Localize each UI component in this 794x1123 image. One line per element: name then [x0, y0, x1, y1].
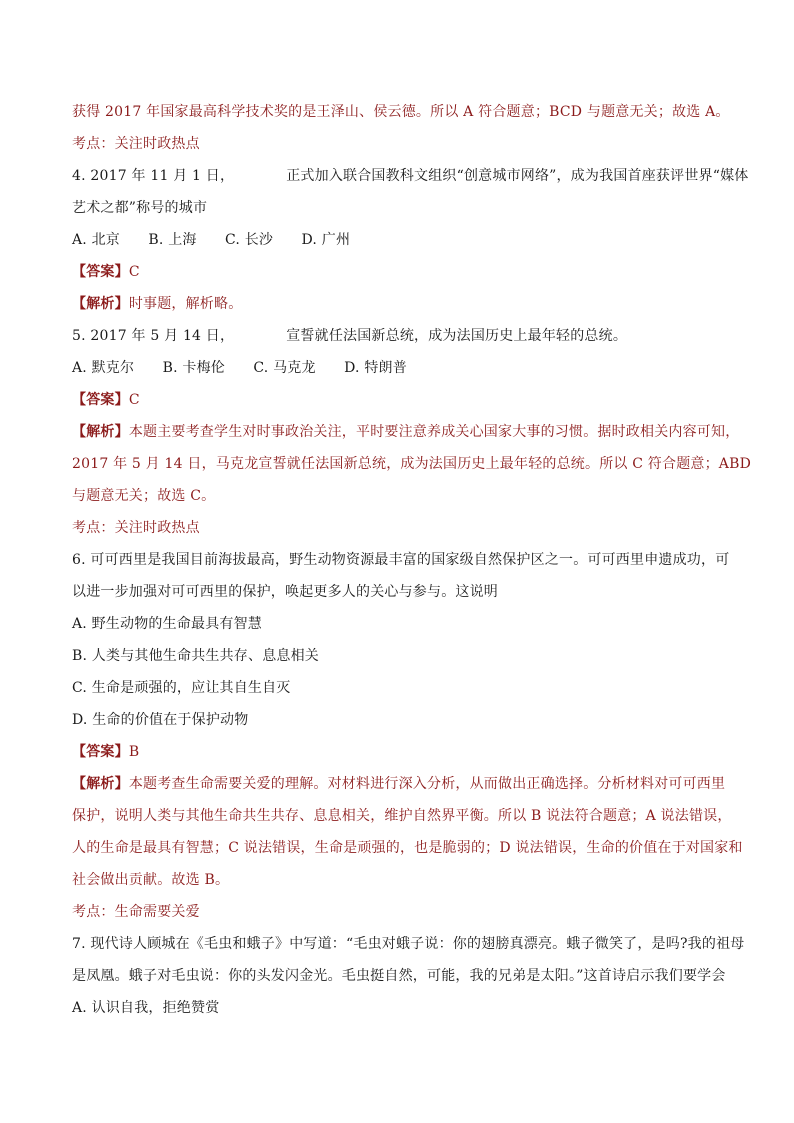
analysis-continuation: 人的生命是最具有智慧；C 说法错误，生命是顽强的，也是脆弱的；D 说法错误，生命的价值在于对国家和 — [72, 840, 743, 856]
question-suffix: 正式加入联合国教科文组织“创意城市网络”，成为我国首座获评世界“媒体 — [286, 168, 749, 184]
question-7-line-2: 是凤凰。蛾子对毛虫说：你的头发闪金光。毛虫挺自然，可能，我的兄弟是太阳。”这首诗启示我们要学会 — [72, 968, 726, 984]
question-6-option-c: C. 生命是顽强的，应让其自生自灭 — [72, 680, 291, 696]
answer-line — [72, 742, 139, 762]
analysis-continuation: 社会做出贡献。故选 B。 — [72, 872, 230, 888]
question-6-line-2: 以进一步加强对可可西里的保护，唤起更多人的关心与参与。这说明 — [72, 584, 498, 600]
question-prefix: 4. 2017 年 11 月 1 日， — [72, 168, 235, 184]
analysis-text: 本题主要考查学生对时事政治关注，平时要注意养成关心国家大事的习惯。据时政相关内容可知， — [128, 424, 740, 440]
answer-label: 【答案】 — [72, 264, 129, 280]
answer-line — [72, 262, 140, 282]
question-4-line-1 — [72, 166, 749, 186]
answer-label: 【答案】 — [72, 392, 129, 408]
question-6-line-1: 6. 可可西里是我国目前海拔最高，野生动物资源最丰富的国家级自然保护区之一。可可西里申遗成功，可 — [72, 552, 730, 568]
question-5-options: A. 默克尔 B. 卡梅伦 C. 马克龙 D. 特朗普 — [72, 360, 407, 376]
question-6-option-d: D. 生命的价值在于保护动物 — [72, 712, 249, 728]
question-suffix: 宣誓就任法国新总统，成为法国历史上最年轻的总统。 — [286, 328, 628, 344]
question-4-options: A. 北京 B. 上海 C. 长沙 D. 广州 — [72, 232, 351, 248]
kaodian-line: 考点：生命需要关爱 — [72, 904, 200, 920]
question-7-option-a: A. 认识自我，拒绝赞赏 — [72, 1000, 220, 1016]
analysis-label: 【解析】 — [72, 296, 129, 312]
question-5-line-1 — [72, 326, 627, 346]
analysis-label: 【解析】 — [72, 424, 129, 440]
analysis-line — [72, 774, 725, 794]
analysis-line — [72, 294, 242, 314]
kaodian-line: 考点：关注时政热点 — [72, 136, 200, 152]
question-4-line-2: 艺术之都”称号的城市 — [72, 200, 208, 216]
answer-value: B — [128, 744, 140, 760]
analysis-label: 【解析】 — [72, 776, 129, 792]
answer-value: C — [128, 264, 140, 280]
answer-line — [72, 390, 140, 410]
analysis-continuation: 保护，说明人类与其他生命共生共存、息息相关，维护自然界平衡。所以 B 说法符合题意；A 说法错误， — [72, 808, 732, 824]
answer-label: 【答案】 — [72, 744, 129, 760]
analysis-text: 本题考查生命需要关爱的理解。对材料进行深入分析，从而做出正确选择。分析材料对可可西里 — [128, 776, 726, 792]
question-7-line-1: 7. 现代诗人顾城在《毛虫和蛾子》中写道：“毛虫对蛾子说：你的翅膀真漂亮。蛾子微笑了，是吗?我的祖母 — [72, 936, 745, 952]
question-6-option-a: A. 野生动物的生命最具有智慧 — [72, 616, 263, 632]
question-6-option-b: B. 人类与其他生命共生共存、息息相关 — [72, 648, 319, 664]
explanation-line: 获得 2017 年国家最高科学技术奖的是王泽山、侯云德。所以 A 符合题意；BCD 与题意无关；故选 A。 — [72, 104, 730, 120]
question-prefix: 5. 2017 年 5 月 14 日， — [72, 328, 235, 344]
kaodian-line: 考点：关注时政热点 — [72, 520, 200, 536]
answer-value: C — [128, 392, 140, 408]
analysis-continuation: 2017 年 5 月 14 日，马克龙宣誓就任法国新总统，成为法国历史上最年轻的总统。所以 C 符合题意；ABD — [72, 456, 752, 472]
analysis-line — [72, 422, 739, 442]
analysis-continuation: 与题意无关；故选 C。 — [72, 488, 216, 504]
analysis-text: 时事题，解析略。 — [128, 296, 243, 312]
